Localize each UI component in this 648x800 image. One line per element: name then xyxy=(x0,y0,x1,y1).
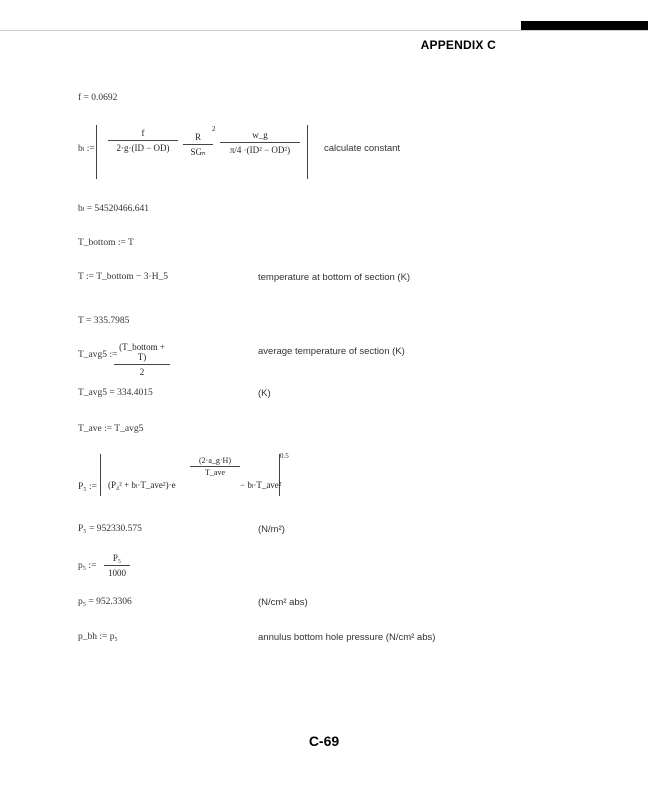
Tbottom-assign: T_bottom := T xyxy=(78,238,134,248)
Tavg-unit: (K) xyxy=(258,388,271,399)
Tavg-den: 2 xyxy=(139,367,145,377)
bL-label: bₗ := xyxy=(78,144,95,154)
bL-num-f: f xyxy=(141,128,145,138)
P5-exp-num: (2·a_g·H) xyxy=(199,456,231,465)
P5-value: P₅ = 952330.575 xyxy=(78,524,142,534)
p5-value: p₅ = 952.3306 xyxy=(78,597,132,607)
P5-pow: 0.5 xyxy=(280,452,289,460)
p5-unit: (N/cm² abs) xyxy=(258,597,308,608)
bL-SG: SGₙ xyxy=(190,147,206,157)
bL-comment: calculate constant xyxy=(324,143,401,154)
P5-exp-den: T_ave xyxy=(205,468,225,477)
P5-unit: (N/m²) xyxy=(258,524,285,535)
appendix-heading: APPENDIX C xyxy=(420,38,496,52)
pbh-assign: p_bh := p₅ xyxy=(78,632,118,642)
p5-num: P₅ xyxy=(112,553,122,563)
pbh-comment: annulus bottom hole pressure (N/cm² abs) xyxy=(258,632,436,643)
p5-den: 1000 xyxy=(108,568,126,578)
P5-assign: P₅ := xyxy=(78,482,97,492)
T-assign: T := T_bottom − 3·H_5 xyxy=(78,272,169,282)
bL-R: R xyxy=(194,132,201,142)
T-value: T = 335.7985 xyxy=(78,316,130,326)
P5-inner: (P₄² + bₗ·T_ave²)·e xyxy=(108,480,176,490)
Tavg-num: (T_bottom + T) xyxy=(119,342,165,362)
header-bar xyxy=(521,21,648,30)
Tave-assign: T_ave := T_avg5 xyxy=(78,424,144,434)
T-comment: temperature at bottom of section (K) xyxy=(258,272,411,283)
p5-assign: p₅ := xyxy=(78,561,97,571)
bL-wg: w_g xyxy=(252,130,268,140)
bL-area: ·(ID² − OD²) xyxy=(243,145,291,155)
header-rule xyxy=(0,30,648,31)
bL-value: bₗ = 54520466.641 xyxy=(78,204,150,214)
P5-tail: − bₗ·T_ave² xyxy=(240,480,282,490)
bL-den-f: 2·g·(ID − OD) xyxy=(116,143,170,153)
Tavg-value: T_avg5 = 334.4015 xyxy=(78,388,153,398)
Tavg-assign: T_avg5 := xyxy=(78,350,118,360)
Tavg-comment: average temperature of section (K) xyxy=(258,346,405,357)
f-value: f = 0.0692 xyxy=(78,93,118,103)
page-number: C-69 xyxy=(308,733,340,749)
bL-pi4: π/4 xyxy=(229,145,242,155)
